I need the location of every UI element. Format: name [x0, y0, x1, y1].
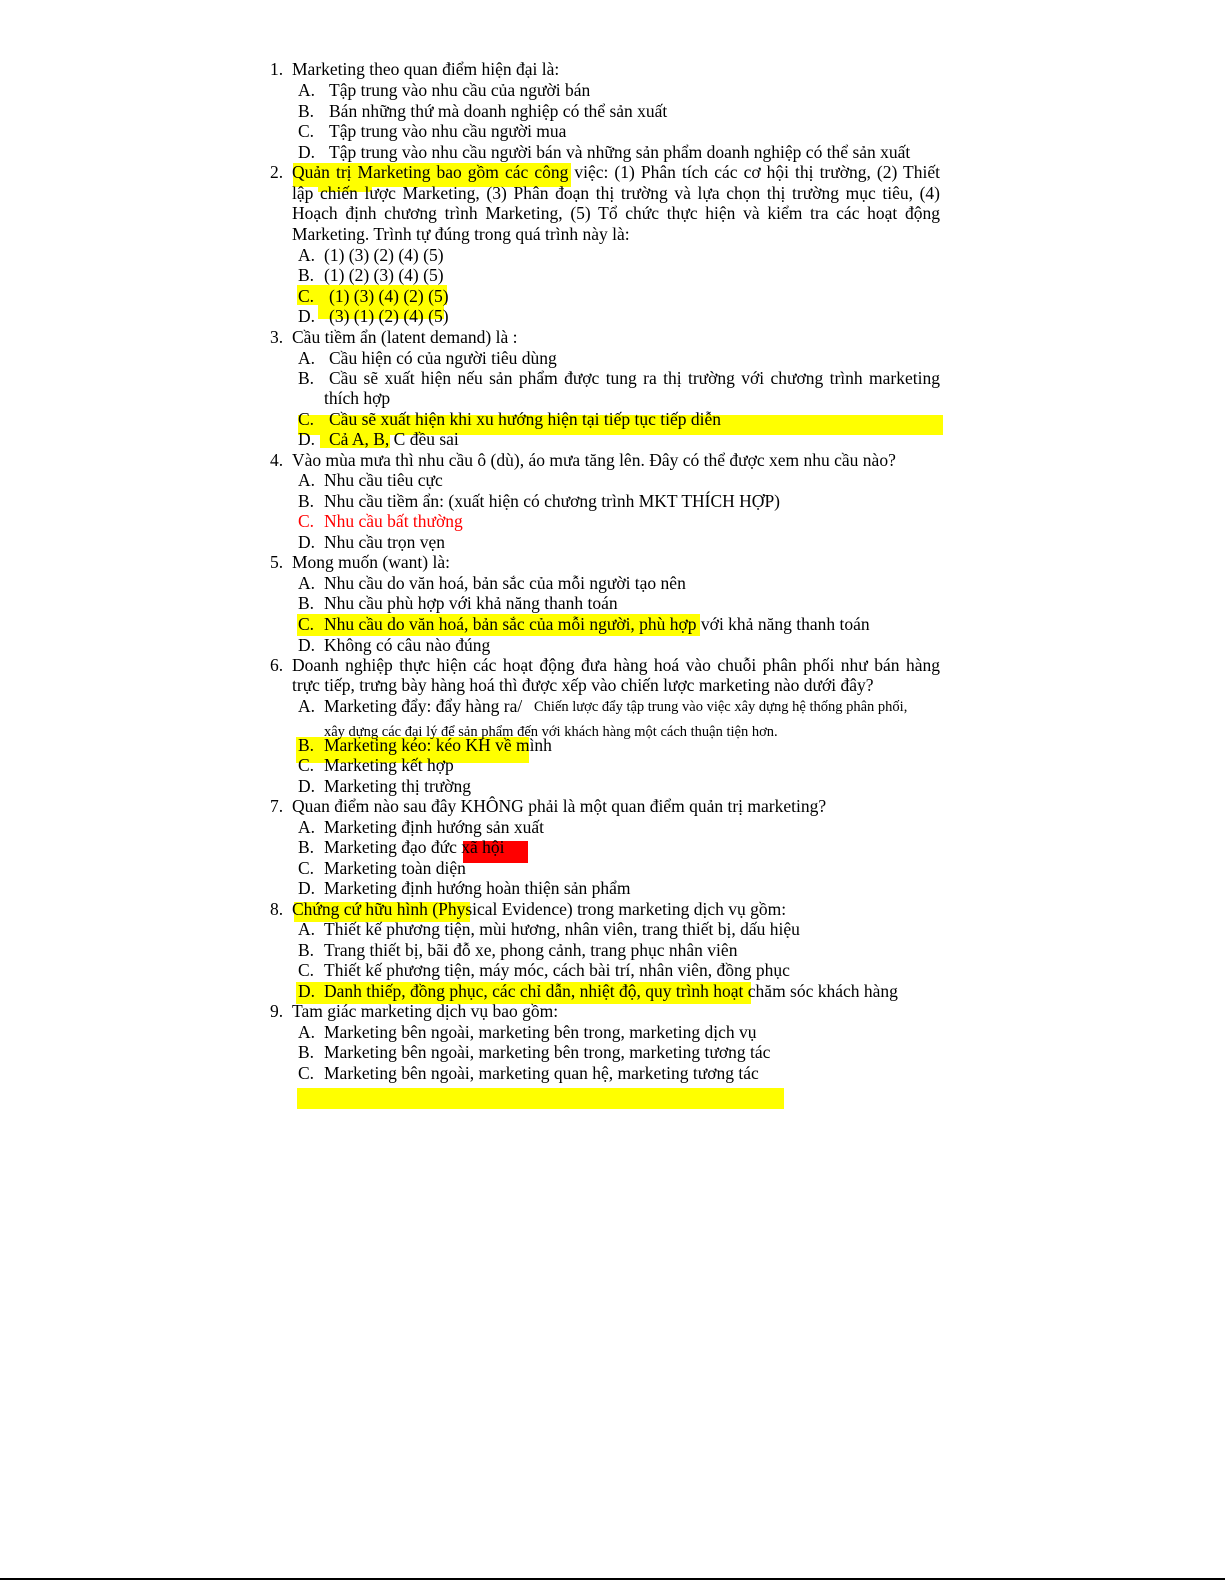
question-stem: Tam giác marketing dịch vụ bao gồm: — [292, 1001, 559, 1021]
question-stem: Chứng cứ hữu hình (Physical Evidence) trong marketing dịch vụ gồm: — [292, 899, 787, 919]
question-stem: Cầu tiềm ẩn (latent demand) là : — [292, 327, 518, 347]
option-text: Thiết kế phương tiện, máy móc, cách bài trí, nhân viên, đồng phục — [324, 960, 790, 980]
option-text-continued: thích hợp — [324, 388, 391, 408]
option-text: Marketing toàn diện — [324, 858, 466, 878]
option-text: Marketing kéo: kéo KH về mình — [324, 735, 552, 755]
option-letter: A. — [298, 348, 316, 368]
option-text: Cầu sẽ xuất hiện nếu sản phẩm được tung ra thị trường với chương trình marketing — [329, 368, 940, 388]
question-number: 8. — [270, 899, 284, 919]
option-text: Tập trung vào nhu cầu của người bán — [329, 80, 591, 100]
option-letter: D. — [298, 635, 316, 655]
question-number: 5. — [270, 552, 284, 572]
question-stem: Mong muốn (want) là: — [292, 552, 450, 572]
question-stem: trực tiếp, trưng bày hàng hoá thì được xếp vào chiến lược marketing nào dưới đây? — [292, 675, 874, 695]
option-text: Cầu sẽ xuất hiện khi xu hướng hiện tại tiếp tục tiếp diễn — [329, 409, 721, 429]
option-letter: B. — [298, 837, 315, 857]
option-letter: C. — [298, 755, 315, 775]
option-letter: A. — [298, 919, 316, 939]
option-text: Trang thiết bị, bãi đỗ xe, phong cảnh, trang phục nhân viên — [324, 940, 738, 960]
option-letter: A. — [298, 696, 316, 716]
option-letter: B. — [298, 265, 315, 285]
option-letter: C. — [298, 1063, 315, 1083]
question-number: 1. — [270, 59, 284, 79]
option-text: Nhu cầu phù hợp với khả năng thanh toán — [324, 593, 618, 613]
option-text: Không có câu nào đúng — [324, 635, 491, 655]
option-letter: D. — [298, 776, 316, 796]
option-text: Nhu cầu bất thường — [324, 511, 463, 531]
option-text: Nhu cầu do văn hoá, bản sắc của mỗi người tạo nên — [324, 573, 686, 593]
option-note: xây dựng các đại lý để sản phẩm đến với khách hàng một cách thuận tiện hơn. — [324, 724, 778, 740]
option-letter: B. — [298, 1042, 315, 1062]
option-text: Marketing bên ngoài, marketing quan hệ, marketing tương tác — [324, 1063, 759, 1083]
option-text: Marketing định hướng hoàn thiện sản phẩm — [324, 878, 631, 898]
question-number: 2. — [270, 162, 284, 182]
option-text: Marketing thị trường — [324, 776, 472, 796]
option-text: Thiết kế phương tiện, mùi hương, nhân viên, trang thiết bị, dấu hiệu — [324, 919, 800, 939]
option-letter: A. — [298, 470, 316, 490]
question-number: 7. — [270, 796, 284, 816]
question-stem: Vào mùa mưa thì nhu cầu ô (dù), áo mưa tăng lên. Đây có thể được xem nhu cầu nào? — [292, 450, 896, 470]
option-letter: B. — [298, 368, 315, 388]
option-text: Nhu cầu tiềm ẩn: (xuất hiện có chương trình MKT THÍCH HỢP) — [324, 491, 780, 511]
question-stem: Marketing theo quan điểm hiện đại là: — [292, 59, 560, 79]
option-text: Nhu cầu trọn vẹn — [324, 532, 446, 552]
option-note: Chiến lược đẩy tập trung vào việc xây dựng hệ thống phân phối, — [534, 699, 908, 715]
question-number: 6. — [270, 655, 284, 675]
option-text: (1) (2) (3) (4) (5) — [324, 265, 444, 285]
option-letter: A. — [298, 817, 316, 837]
option-text: Bán những thứ mà doanh nghiệp có thể sản xuất — [329, 101, 668, 121]
option-letter: D. — [298, 878, 316, 898]
question-stem: Quan điểm nào sau đây KHÔNG phải là một quan điểm quản trị marketing? — [292, 796, 827, 816]
option-letter: C. — [298, 286, 315, 306]
option-text: Cả A, B, C đều sai — [329, 429, 459, 449]
option-letter: C. — [298, 511, 315, 531]
question-stem: lập chiến lược Marketing, (3) Phân đoạn thị trường và lựa chọn thị trường mục tiêu, (4) — [292, 183, 940, 203]
option-letter: B. — [298, 940, 315, 960]
option-text: (1) (3) (4) (2) (5) — [329, 286, 449, 306]
question-stem: Doanh nghiệp thực hiện các hoạt động đưa hàng hoá vào chuỗi phân phối như bán hàng — [292, 655, 940, 675]
option-text: Nhu cầu tiêu cực — [324, 470, 443, 490]
option-text: Marketing đẩy: đẩy hàng ra/ — [324, 696, 523, 716]
option-letter: B. — [298, 491, 315, 511]
option-letter: D. — [298, 532, 316, 552]
option-text: Tập trung vào nhu cầu người bán và những sản phẩm doanh nghiệp có thể sản xuất — [329, 142, 911, 162]
option-letter: C. — [298, 858, 315, 878]
option-text: Marketing định hướng sản xuất — [324, 817, 544, 837]
option-letter: C. — [298, 121, 315, 141]
option-text: (3) (1) (2) (4) (5) — [329, 306, 449, 326]
option-letter: C. — [298, 960, 315, 980]
question-number: 9. — [270, 1001, 284, 1021]
option-text: Danh thiếp, đồng phục, các chỉ dẫn, nhiệt độ, quy trình hoạt chăm sóc khách hàng — [324, 981, 898, 1001]
option-text: Marketing bên ngoài, marketing bên trong, marketing dịch vụ — [324, 1022, 757, 1042]
option-letter: D. — [298, 306, 316, 326]
option-text: Marketing bên ngoài, marketing bên trong, marketing tương tác — [324, 1042, 771, 1062]
option-letter: C. — [298, 614, 315, 634]
option-text: Tập trung vào nhu cầu người mua — [329, 121, 567, 141]
question-stem: Hoạch định chương trình Marketing, (5) Tổ chức thực hiện và kiểm tra các hoạt động — [292, 203, 940, 223]
option-letter: A. — [298, 245, 316, 265]
option-letter: A. — [298, 80, 316, 100]
option-letter: B. — [298, 593, 315, 613]
option-letter: D. — [298, 981, 316, 1001]
question-number: 3. — [270, 327, 284, 347]
option-text: Marketing đạo đức xã hội — [324, 837, 505, 857]
option-letter: D. — [298, 142, 316, 162]
question-stem: Quản trị Marketing bao gồm các công việc: (1) Phân tích các cơ hội thị trường, (2) Thiết — [292, 162, 940, 182]
option-letter: B. — [298, 735, 315, 755]
option-letter: D. — [298, 429, 316, 449]
highlight-q9-blank — [297, 1088, 784, 1109]
option-letter: B. — [298, 101, 315, 121]
page-bottom-border — [0, 1578, 1225, 1580]
option-letter: A. — [298, 573, 316, 593]
option-letter: C. — [298, 409, 315, 429]
option-text: Cầu hiện có của người tiêu dùng — [329, 348, 557, 368]
option-text: (1) (3) (2) (4) (5) — [324, 245, 444, 265]
option-text: Marketing kết hợp — [324, 755, 454, 775]
option-text: Nhu cầu do văn hoá, bản sắc của mỗi người, phù hợp với khả năng thanh toán — [324, 614, 870, 634]
option-letter: A. — [298, 1022, 316, 1042]
question-stem: Marketing. Trình tự đúng trong quá trình này là: — [292, 224, 630, 244]
question-number: 4. — [270, 450, 284, 470]
